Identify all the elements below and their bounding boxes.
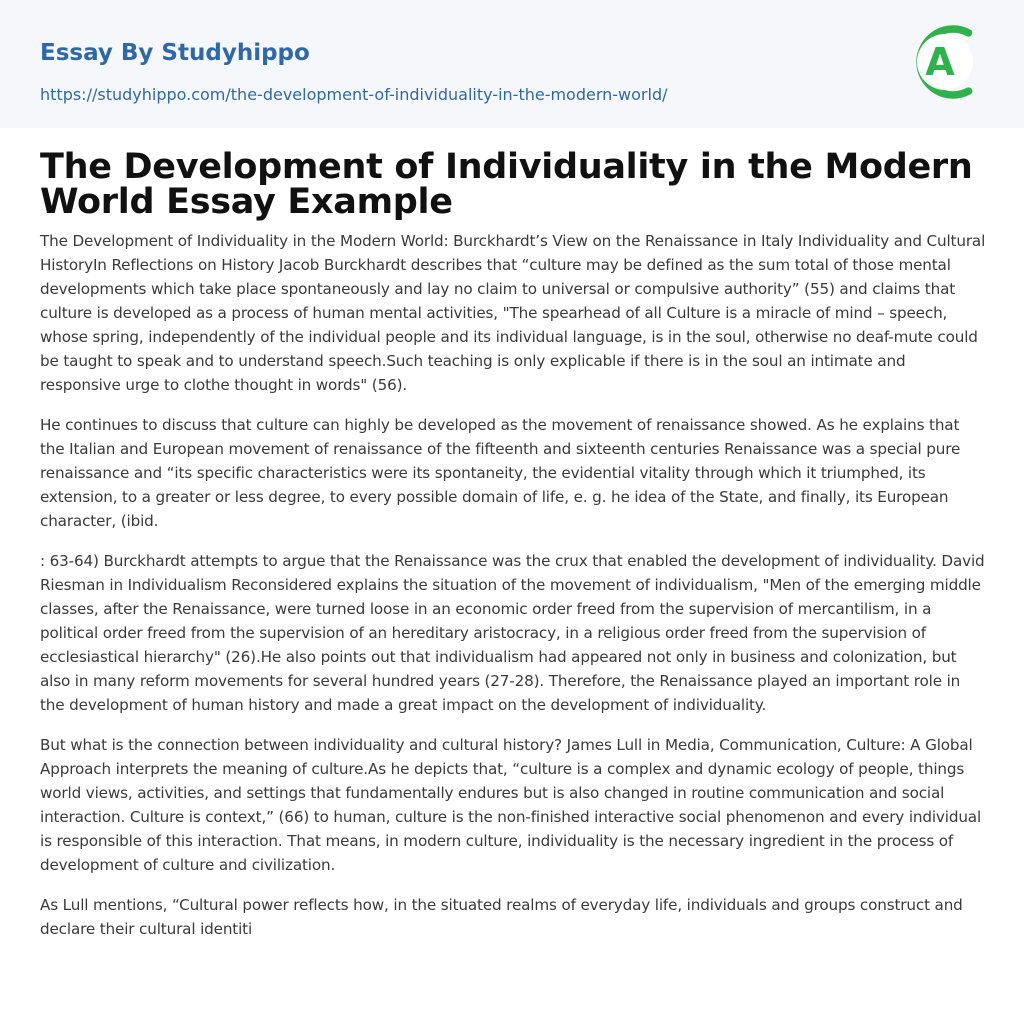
- essay-paragraph: But what is the connection between individuality and cultural history? James Lull in Media, Communication, Culture: A Global Approach interprets the meaning of culture.As he depicts that, “culture is a complex and dynamic ecology of people, things world views, activities, and settings that fundamentally endures but is also changed in routine communication and social interaction. Culture is context,” (66) to human, culture is the non-finished interactive social phenomenon and every individual is responsible of this interaction. That means, in modern culture, individuality is the necessary ingredient in the process of development of culture and civilization.: [40, 736, 982, 874]
- site-header: [0, 0, 1024, 128]
- essay-url-link[interactable]: https://studyhippo.com/the-development-of-individuality-in-the-modern-world/: [40, 85, 668, 104]
- essay-paragraph: As Lull mentions, “Cultural power reflects how, in the situated realms of everyday life, individuals and groups construct and declare their cultural identiti: [40, 896, 963, 938]
- site-brand[interactable]: Essay By Studyhippo: [40, 40, 310, 66]
- essay-paragraph: The Development of Individuality in the Modern World: Burckhardt’s View on the Renaissance in Italy Individuality and Cultural HistoryIn Reflections on History Jacob Burckhardt describes that “culture may be defined as the sum total of those mental developments which take place spontaneously and lay no claim to universal or compulsive authority” (55) and claims that culture is developed as a process of human mental activities, "The spearhead of all Culture is a miracle of mind – speech, whose spring, independently of the individual people and its individual language, is in the soul, otherwise no deaf-mute could be taught to speak and to understand speech.Such teaching is only explicable if there is in the soul an intimate and responsive urge to clothe thought in words" (56).: [40, 232, 986, 394]
- essay-paragraph: He continues to discuss that culture can highly be developed as the movement of renaissance showed. As he explains that the Italian and European movement of renaissance of the fifteenth and sixteenth centuries Renaissance was a special pure renaissance and “its specific characteristics were its spontaneity, the evidential vitality through which it triumphed, its extension, to a greater or less degree, to every possible domain of life, e. g. he idea of the State, and finally, its European character, (ibid.: [40, 416, 961, 530]
- studyhippo-logo-icon[interactable]: [910, 18, 988, 106]
- essay-title: The Development of Individuality in the Modern World Essay Example: [40, 147, 973, 222]
- logo-letter: A: [925, 40, 955, 84]
- essay-body: [40, 229, 988, 957]
- essay-paragraph: : 63-64) Burckhardt attempts to argue that the Renaissance was the crux that enabled the development of individuality. David Riesman in Individualism Reconsidered explains the situation of the movement of individualism, "Men of the emerging middle classes, after the Renaissance, were turned loose in an economic order freed from the supervision of mercantilism, in a political order freed from the supervision of an hereditary aristocracy, in a religious order freed from the supervision of ecclesiastical hierarchy" (26).He also points out that individualism had appeared not only in business and colonization, but also in many reform movements for several hundred years (27-28). Therefore, the Renaissance played an important role in the development of human history and made a great impact on the development of individuality.: [40, 552, 985, 714]
